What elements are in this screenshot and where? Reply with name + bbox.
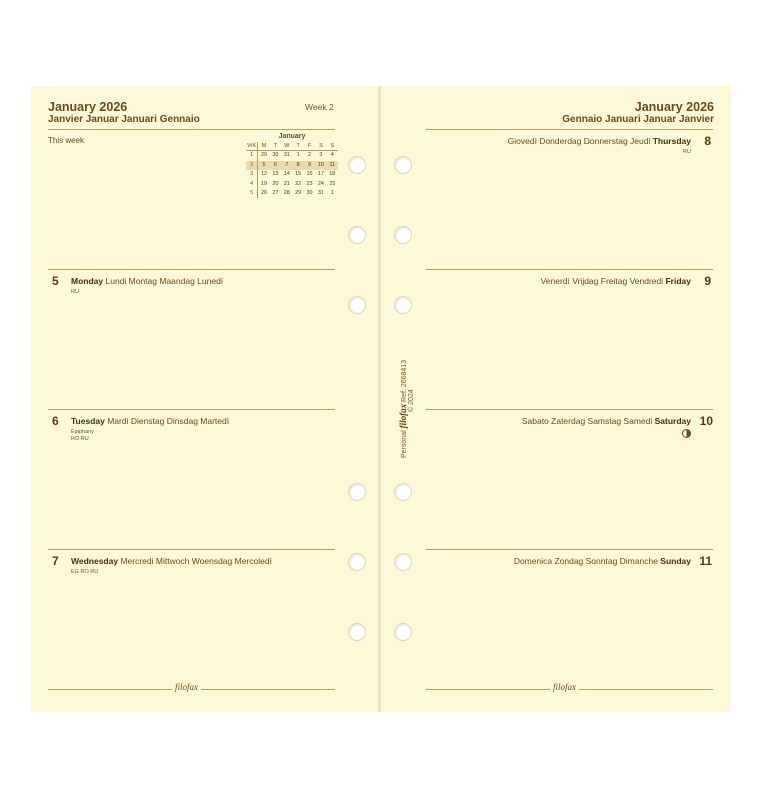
- day-notes: EG RO RU: [71, 569, 99, 575]
- day-name-others: Lundi Montag Maandag Lunedì: [103, 276, 224, 286]
- day-name-en: Monday: [71, 276, 104, 286]
- cal-day: 20: [272, 180, 279, 187]
- punch-hole: [394, 156, 412, 174]
- day-name-others: Sabato Zaterdag Samstag Samedi: [521, 416, 655, 426]
- month-subtitle: Janvier Januar Januari Gennaio: [48, 114, 200, 125]
- day-name-en: Wednesday: [71, 556, 119, 566]
- cal-head-cell: WK: [246, 142, 258, 151]
- day-name-en: Friday: [665, 276, 691, 286]
- cal-day: 29: [295, 189, 302, 196]
- cal-head-cell: S: [315, 142, 326, 151]
- day-name: [522, 416, 691, 426]
- cal-day: 25: [329, 180, 336, 187]
- day-notes: RU: [71, 289, 79, 295]
- cal-day: 23: [306, 180, 313, 187]
- punch-hole: [348, 296, 366, 314]
- day-number: 6: [52, 414, 59, 428]
- cal-day: 4: [330, 152, 334, 159]
- day-number: 8: [704, 134, 711, 148]
- month-title: January 2026: [48, 100, 128, 114]
- cal-head-cell: T: [293, 142, 304, 151]
- cal-day: 1: [330, 189, 334, 196]
- day-name: [514, 556, 691, 566]
- cal-week-number: 3: [246, 170, 258, 179]
- cal-day: 31: [317, 189, 324, 196]
- day-rule: [48, 549, 335, 550]
- cal-day: 11: [327, 161, 338, 170]
- day-rule: [426, 549, 713, 550]
- day-holiday: Epiphany: [71, 429, 94, 435]
- cal-day: 30: [272, 152, 279, 159]
- day-notes: RO RU: [71, 436, 89, 442]
- cal-day: 31: [283, 152, 290, 159]
- cal-day: 7: [281, 161, 292, 170]
- day-name-others: Mercredi Mittwoch Woensdag Mercoledì: [118, 556, 272, 566]
- cal-day: 21: [283, 180, 290, 187]
- first-quarter-moon-icon: [682, 429, 691, 438]
- day-name: [541, 276, 691, 286]
- cal-day: 17: [317, 171, 324, 178]
- day-number: 7: [52, 554, 59, 568]
- cal-day: 14: [283, 171, 290, 178]
- cal-week-number: 1: [246, 151, 258, 160]
- header-rule: [48, 129, 335, 130]
- day-notes: RU: [683, 149, 691, 155]
- day-name-others: Venerdì Vrijdag Freitag Vendredi: [540, 276, 666, 286]
- filofax-logo: filofax: [172, 682, 201, 692]
- mini-calendar: [246, 133, 338, 198]
- mini-calendar-body: [246, 151, 338, 198]
- day-number: 9: [704, 274, 711, 288]
- cal-day: 18: [329, 171, 336, 178]
- cal-day: 2: [308, 152, 312, 159]
- day-name-others: Mardi Dienstag Dinsdag Martedì: [104, 416, 230, 426]
- punch-hole: [348, 156, 366, 174]
- cal-head-cell: S: [327, 142, 338, 151]
- cal-day: 27: [272, 189, 279, 196]
- punch-hole: [348, 623, 366, 641]
- cal-day: 13: [272, 171, 279, 178]
- day-name-en: Sunday: [660, 556, 691, 566]
- punch-hole: [348, 553, 366, 571]
- cal-head-cell: M: [258, 142, 269, 151]
- day-name: [508, 136, 691, 146]
- punch-hole: [394, 226, 412, 244]
- day-name: [71, 556, 272, 566]
- day-name-en: Saturday: [654, 416, 691, 426]
- cal-day: 29: [261, 152, 268, 159]
- day-rule: [48, 409, 335, 410]
- cal-day: 30: [306, 189, 313, 196]
- day-name-en: Thursday: [652, 136, 691, 146]
- day-number: 5: [52, 274, 59, 288]
- spine-copyright: © 2024: [408, 389, 415, 412]
- cal-day: 28: [283, 189, 290, 196]
- day-name-others: Domenica Zondag Sonntag Dimanche: [513, 556, 661, 566]
- spine-brand: filofax: [398, 403, 408, 429]
- day-name: [71, 276, 223, 286]
- day-number: 10: [699, 414, 713, 428]
- cal-head-cell: T: [270, 142, 281, 151]
- day-rule: [48, 269, 335, 270]
- month-title: January 2026: [634, 100, 714, 114]
- mini-calendar-row: [246, 151, 338, 160]
- cal-day: 10: [315, 161, 326, 170]
- right-page: [381, 86, 731, 712]
- cal-day: 26: [261, 189, 268, 196]
- spine-text: [398, 360, 408, 458]
- punch-hole: [394, 623, 412, 641]
- cal-day: 22: [295, 180, 302, 187]
- punch-hole: [394, 483, 412, 501]
- cal-day: 1: [296, 152, 300, 159]
- cal-day: 16: [306, 171, 313, 178]
- punch-hole: [394, 296, 412, 314]
- punch-hole: [348, 483, 366, 501]
- mini-calendar-row: [246, 161, 338, 170]
- mini-calendar-title: January: [278, 133, 306, 140]
- cal-day: 5: [258, 161, 269, 170]
- this-week-label: This week: [48, 136, 85, 145]
- day-name: [71, 416, 229, 426]
- mini-calendar-row: [246, 170, 338, 179]
- cal-head-cell: W: [281, 142, 292, 151]
- mini-calendar-row: [246, 180, 338, 189]
- week-label: Week 2: [305, 102, 334, 112]
- header-rule: [426, 129, 713, 130]
- cal-day: 12: [261, 171, 268, 178]
- cal-day: 6: [270, 161, 281, 170]
- punch-hole: [394, 553, 412, 571]
- cal-day: 3: [319, 152, 323, 159]
- day-name-en: Tuesday: [71, 416, 105, 426]
- day-name-others: Giovedì Donderdag Donnerstag Jeudi: [507, 136, 653, 146]
- cal-day: 24: [317, 180, 324, 187]
- filofax-logo: filofax: [550, 682, 579, 692]
- mini-calendar-row: [246, 189, 338, 198]
- cal-day: 9: [304, 161, 315, 170]
- cal-day: 8: [293, 161, 304, 170]
- spine-personal: Personal: [401, 430, 408, 458]
- cal-week-number: 5: [246, 189, 258, 198]
- cal-day: 15: [295, 171, 302, 178]
- day-rule: [426, 269, 713, 270]
- cal-week-number: 2: [246, 161, 258, 170]
- cal-head-cell: F: [304, 142, 315, 151]
- cal-day: 19: [261, 180, 268, 187]
- month-subtitle: Gennaio Januari Januar Janvier: [562, 114, 714, 125]
- spine-ref: Ref: 2668413: [401, 359, 408, 402]
- day-number: 11: [699, 554, 712, 568]
- day-rule: [426, 409, 713, 410]
- punch-hole: [348, 226, 366, 244]
- mini-calendar-head: [246, 142, 338, 151]
- left-page: [31, 86, 381, 712]
- cal-week-number: 4: [246, 180, 258, 189]
